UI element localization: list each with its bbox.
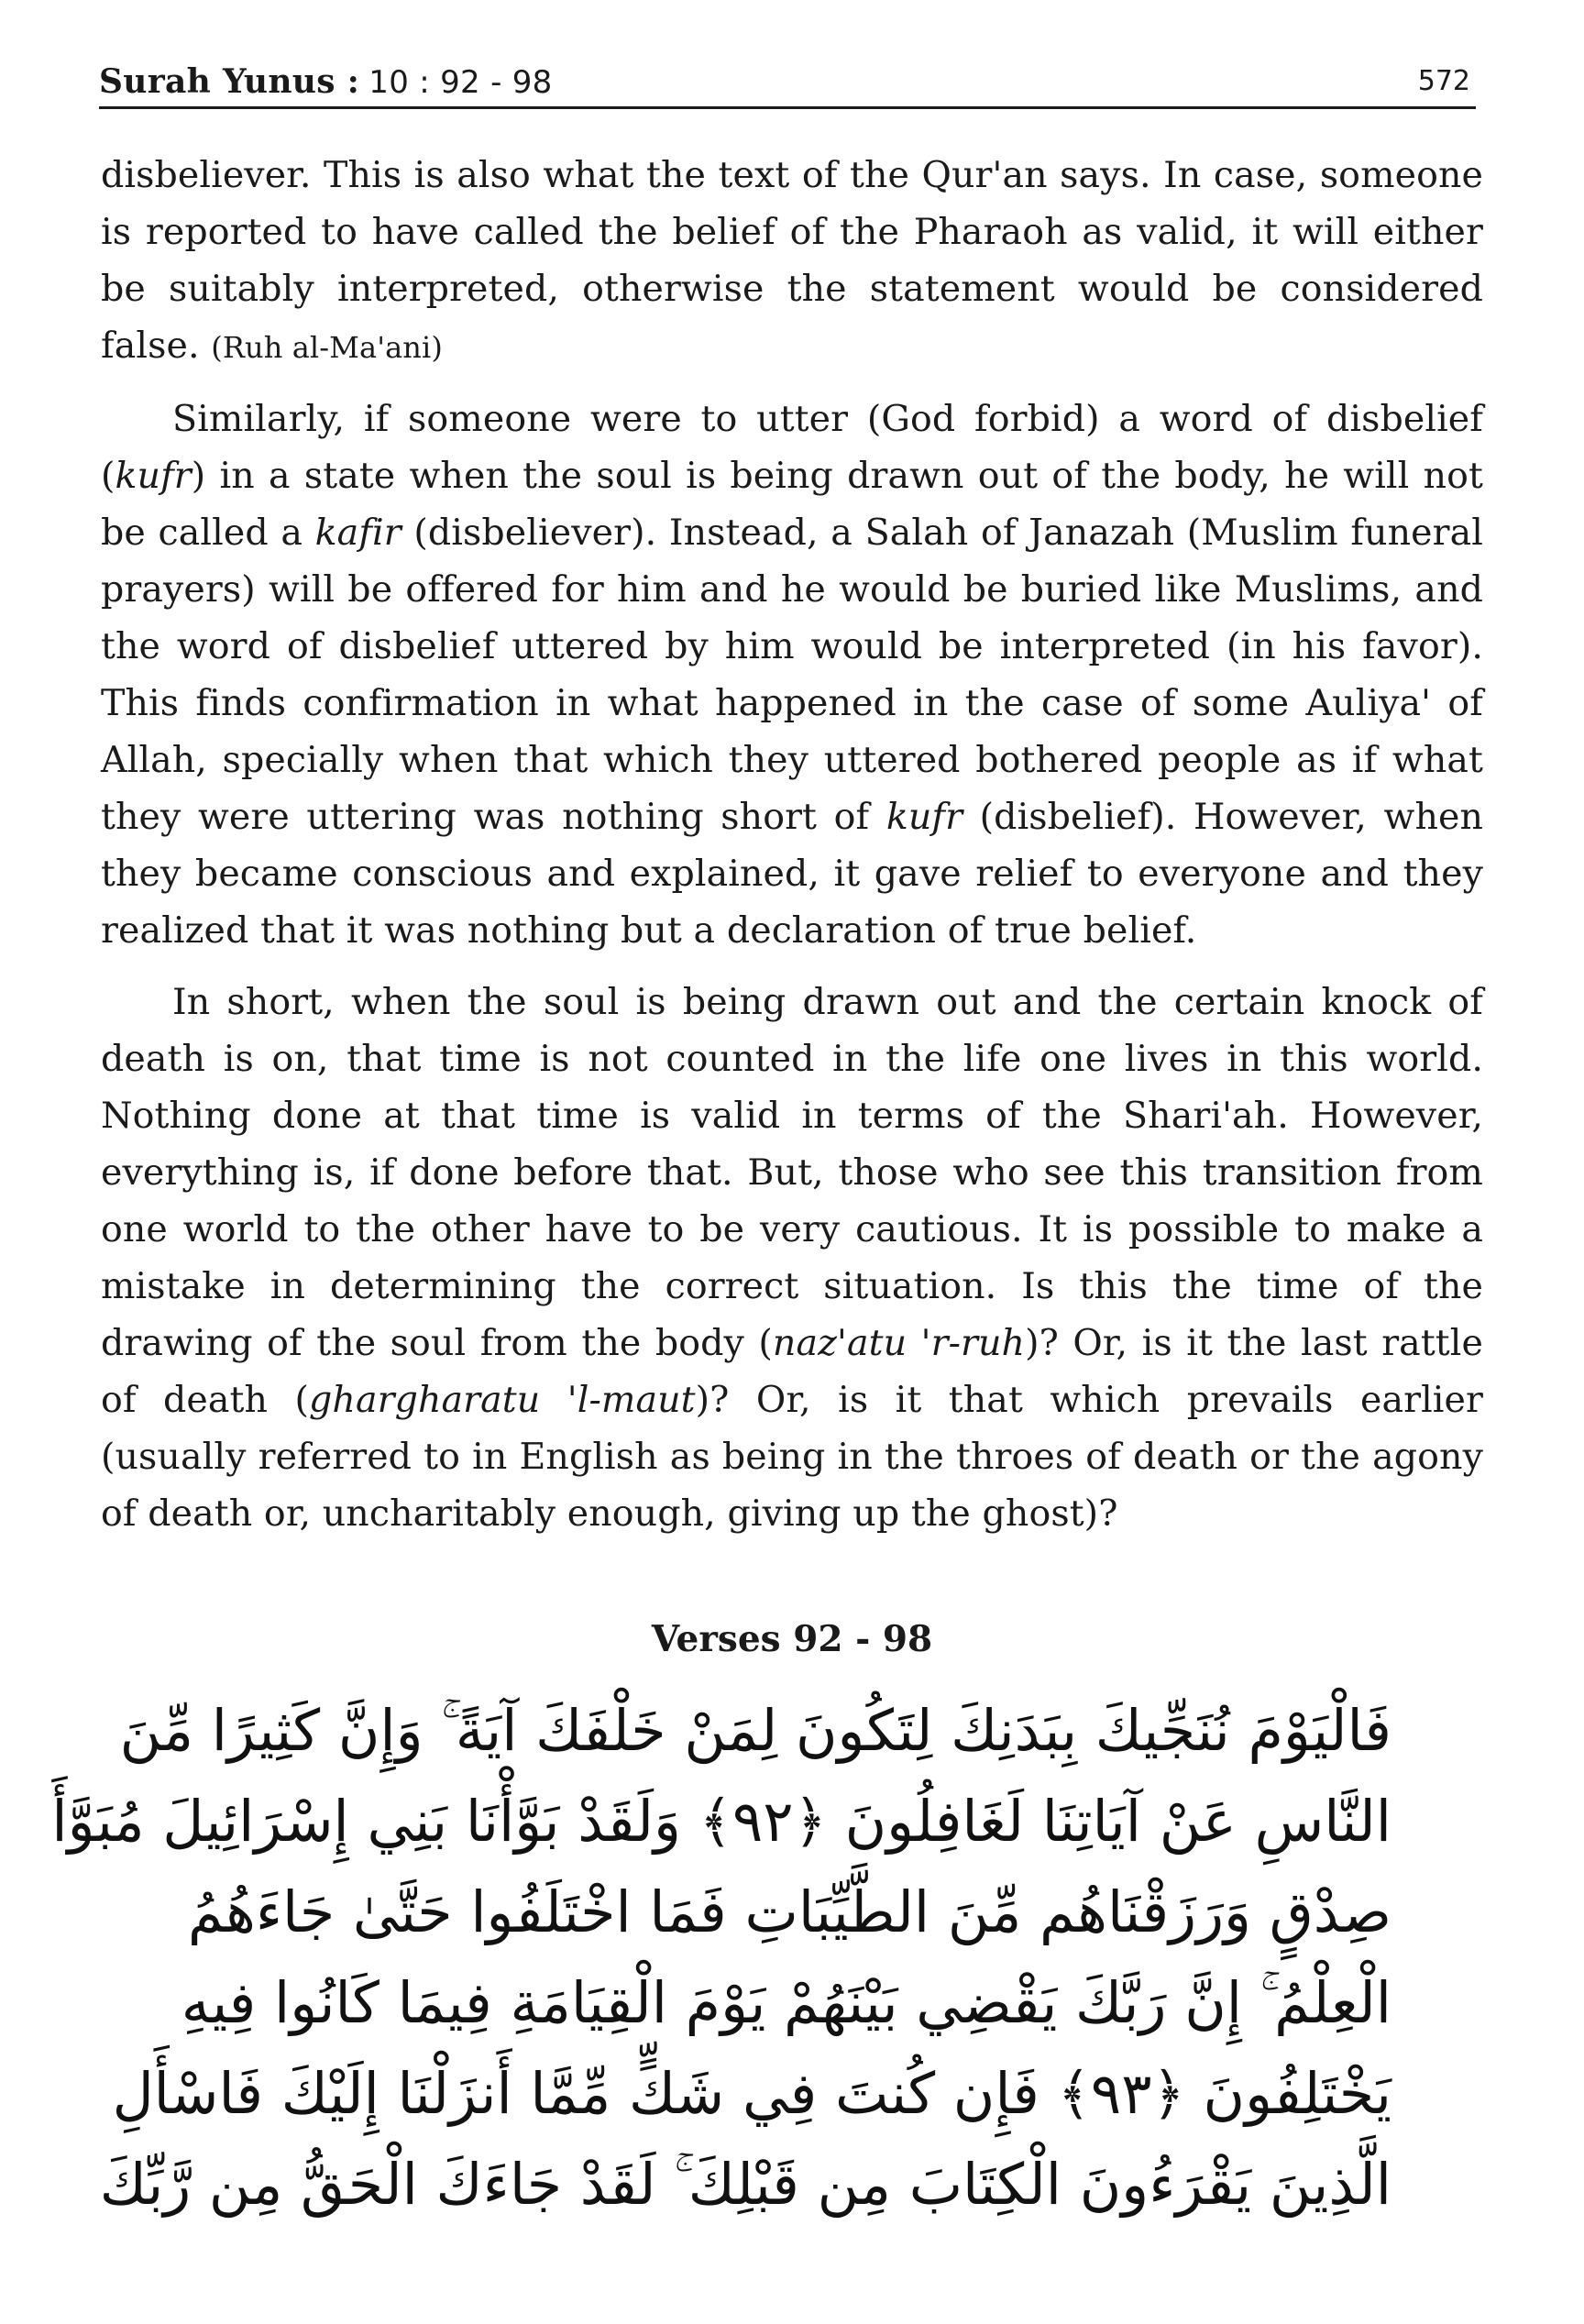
- paragraph-3-text: In short, when the soul is being drawn out and the certain knock of death is on, that time is not counted in the life one lives in this world. Nothing done at that time is valid in terms of the Shari'ah. However, everything is, if done before that. But, those who see this transition from one world to the other have to be very cautious. It is possible to make a mistake in determining the correct situation. Is this the time of the drawing of the soul from the body (: [101, 981, 1483, 1364]
- arabic-verses: [51, 1685, 1392, 2230]
- running-header: [99, 57, 1476, 109]
- paragraph-2-text: Similarly, if someone were to utter (God forbid) a word of disbelief (: [101, 398, 1483, 497]
- header-title: [99, 62, 553, 101]
- arabic-line: فَالْيَوْمَ نُنَجِّيكَ بِبَدَنِكَ لِتَكُونَ لِمَنْ خَلْفَكَ آيَةً ۚ وَإِنَّ كَثِيرًا مِّنَ: [119, 1697, 1392, 1764]
- arabic-line: النَّاسِ عَنْ آيَاتِنَا لَغَافِلُونَ ﴿٩٢﴾ وَلَقَدْ بَوَّأْنَا بَنِي إِسْرَائِيلَ مُبَوَّأَ: [51, 1788, 1392, 1855]
- paragraph-1: [101, 147, 1483, 376]
- paragraph-1-text: disbeliever. This is also what the text of the Qur'an says. In case, someone is reported to have called the belief of the Pharaoh as valid, it will either be suitably interpreted, otherwise the statement would be considered false.: [101, 154, 1483, 367]
- italic-term: ghargharatu 'l-maut: [309, 1379, 696, 1421]
- italic-term: kafir: [314, 512, 402, 554]
- arabic-line: يَخْتَلِفُونَ ﴿٩٣﴾ فَإِن كُنتَ فِي شَكٍّ مِّمَّا أَنزَلْنَا إِلَيْكَ فَاسْأَلِ: [112, 2060, 1392, 2127]
- paragraph-2-text: ) in a state when the soul is being drawn out of the body, he will not be called a: [101, 455, 1483, 554]
- arabic-line: الْعِلْمُ ۚ إِنَّ رَبَّكَ يَقْضِي بَيْنَهُمْ يَوْمَ الْقِيَامَةِ فِيمَا كَانُوا فِيهِ: [181, 1969, 1392, 2036]
- page-number: 572: [1417, 65, 1470, 97]
- verse-reference: 10 : 92 - 98: [368, 64, 553, 101]
- italic-term: kufr: [115, 455, 192, 497]
- verses-heading: Verses 92 - 98: [651, 1618, 933, 1660]
- italic-term: kufr: [886, 796, 963, 838]
- paragraph-3-text: )? Or, is it the last rattle of death (: [101, 1322, 1483, 1421]
- arabic-line: صِدْقٍ وَرَزَقْنَاهُم مِّنَ الطَّيِّبَاتِ فَمَا اخْتَلَفُوا حَتَّىٰ جَاءَهُمُ: [187, 1878, 1392, 1945]
- surah-name: Surah Yunus :: [99, 62, 360, 101]
- paragraph-3-text: )? Or, is it that which prevails earlier (usually referred to in English as being in the throes of death or the agony of death or, uncharitably enough, giving up the ghost)?: [101, 1379, 1483, 1535]
- paragraph-2-text: (disbeliever). Instead, a Salah of Janazah (Muslim funeral prayers) will be offered for him and he would be buried like Muslims, and the word of disbelief uttered by him would be interpreted (in his favor). This finds confirmation in what happened in the case of some Auliya' of Allah, specially when that which they uttered bothered people as if what they were uttering was nothing short of: [101, 512, 1483, 838]
- citation: (Ruh al-Ma'ani): [211, 330, 443, 365]
- arabic-line: الَّذِينَ يَقْرَءُونَ الْكِتَابَ مِن قَبْلِكَ ۚ لَقَدْ جَاءَكَ الْحَقُّ مِن رَّبِّكَ: [99, 2151, 1392, 2218]
- commentary-text: [101, 147, 1483, 1557]
- paragraph-3: [101, 974, 1483, 1542]
- paragraph-2-text: (disbelief). However, when they became conscious and explained, it gave relief to everyone and they realized that it was nothing but a declaration of true belief.: [101, 796, 1483, 952]
- italic-term: naz'atu 'r-ruh: [772, 1322, 1026, 1364]
- paragraph-2: [101, 391, 1483, 959]
